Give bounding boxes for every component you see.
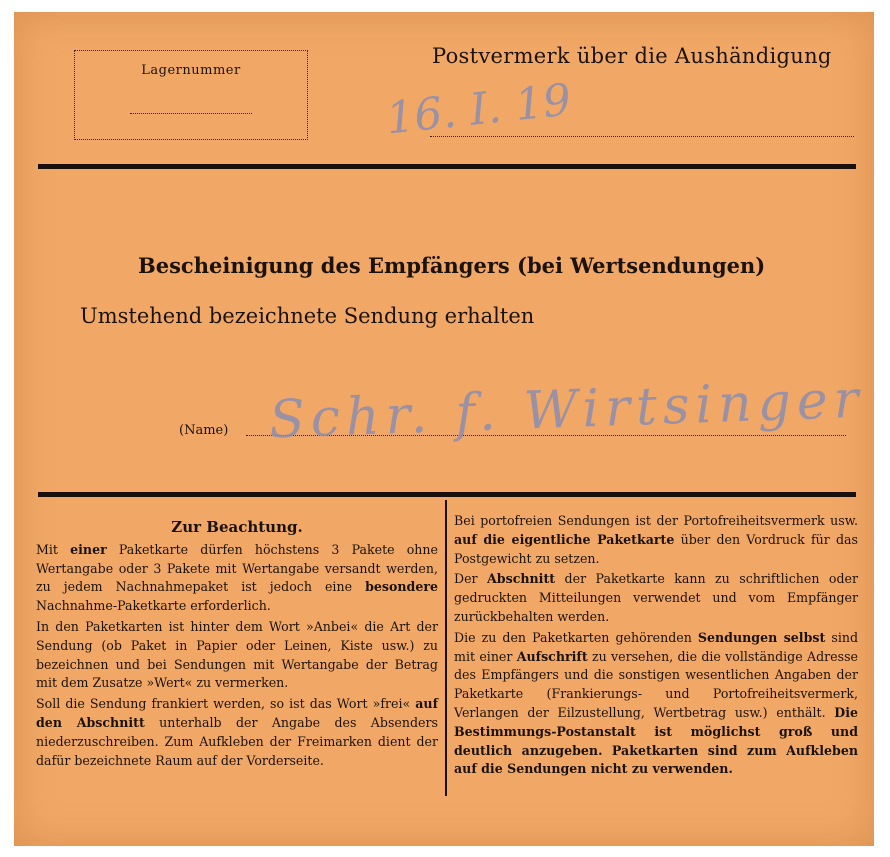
certificate-title: Bescheinigung des Empfängers (bei Wertsendungen) (138, 253, 766, 278)
note-paragraph (36, 541, 438, 616)
note-emphasis: einer (70, 541, 107, 557)
note-text: zu versehen, die die vollständige Adresse des Empfängers und die sonstigen wesentlichen Angaben der Paketkarte (Frankierungs- und Portofreiheitsvermerk, Verlangen der Eilzustellung, Wertbetrag usw.) enthält. (454, 648, 858, 720)
note-text: In den Paketkarten ist hinter dem Wort »Anbei« die Art der Sendung (ob Paket in Papier oder Leinen, Kiste usw.) zu bezeichnen und bei Sendungen mit Wertangabe der Betrag mit dem Zusatze »Wert« zu vermerken. (36, 618, 438, 691)
parcel-card (14, 12, 874, 846)
post-note-dotted-line (430, 136, 854, 137)
top-divider-rule (38, 164, 856, 169)
certificate-text: Umstehend bezeichnete Sendung erhalten (80, 304, 535, 328)
note-emphasis: Abschnitt (487, 571, 556, 587)
note-emphasis: auf die eigentliche Paketkarte (454, 531, 675, 547)
notes-left-column (36, 512, 438, 772)
note-paragraph (454, 629, 858, 779)
stock-number-dotted-line (130, 113, 252, 114)
notes-right-column (454, 512, 858, 781)
note-text: Die zu den Paketkarten gehörenden (454, 629, 698, 645)
note-text: Paketkarte dürfen höchstens 3 Pakete ohne Wertangabe oder 3 Pakete mit Wertangabe versandt werden, zu jedem Nachnahmepaket ist jedoch eine (36, 541, 438, 595)
note-text: über den Vordruck für das Postgewicht zu setzen. (454, 531, 859, 566)
note-text: Nachnahme-Paketkarte erforderlich. (36, 598, 271, 614)
note-text: sind mit einer (454, 629, 859, 664)
note-emphasis: auf den Abschnitt (36, 696, 438, 730)
note-emphasis: Aufschrift (516, 648, 588, 664)
handwritten-signature: Schr. f. Wirtsinger (268, 369, 866, 451)
note-text: Bei portofreien Sendungen ist der Portofreiheitsvermerk usw. (454, 513, 858, 528)
notes-title: Zur Beachtung. (171, 518, 303, 536)
handwritten-date: 16. I. 19 (383, 74, 574, 145)
middle-divider-rule (38, 492, 856, 497)
stock-number-box (74, 50, 308, 140)
column-divider (445, 500, 447, 796)
post-note-title: Postvermerk über die Aushändigung (432, 44, 832, 68)
note-text: der Paketkarte kann zu schriftlichen oder gedruckten Mitteilungen verwendet und vom Empfänger zurückbehalten werden. (454, 571, 858, 624)
note-paragraph (454, 512, 858, 568)
note-emphasis: Die Bestimmungs-Postanstalt ist möglichst groß und deutlich anzugeben. Paketkarten sind zum Aufkleben auf die Sendungen nicht zu verwenden. (454, 704, 858, 777)
note-text: Soll die Sendung frankiert werden, so ist das Wort »frei« (36, 696, 416, 712)
stock-number-label: Lagernummer (141, 63, 241, 78)
note-paragraph (36, 695, 438, 770)
note-emphasis: besondere (365, 579, 438, 595)
note-emphasis: Sendungen selbst (697, 629, 826, 645)
note-text: Mit (36, 541, 71, 557)
name-label: (Name) (179, 423, 229, 438)
note-text: Der (454, 571, 488, 587)
note-paragraph (36, 618, 438, 693)
note-paragraph (454, 570, 858, 626)
note-text: unterhalb der Angabe des Absenders niederzuschreiben. Zum Aufkleben der Freimarken dient der dafür bezeichnete Raum auf der Vorderseite. (36, 714, 438, 768)
